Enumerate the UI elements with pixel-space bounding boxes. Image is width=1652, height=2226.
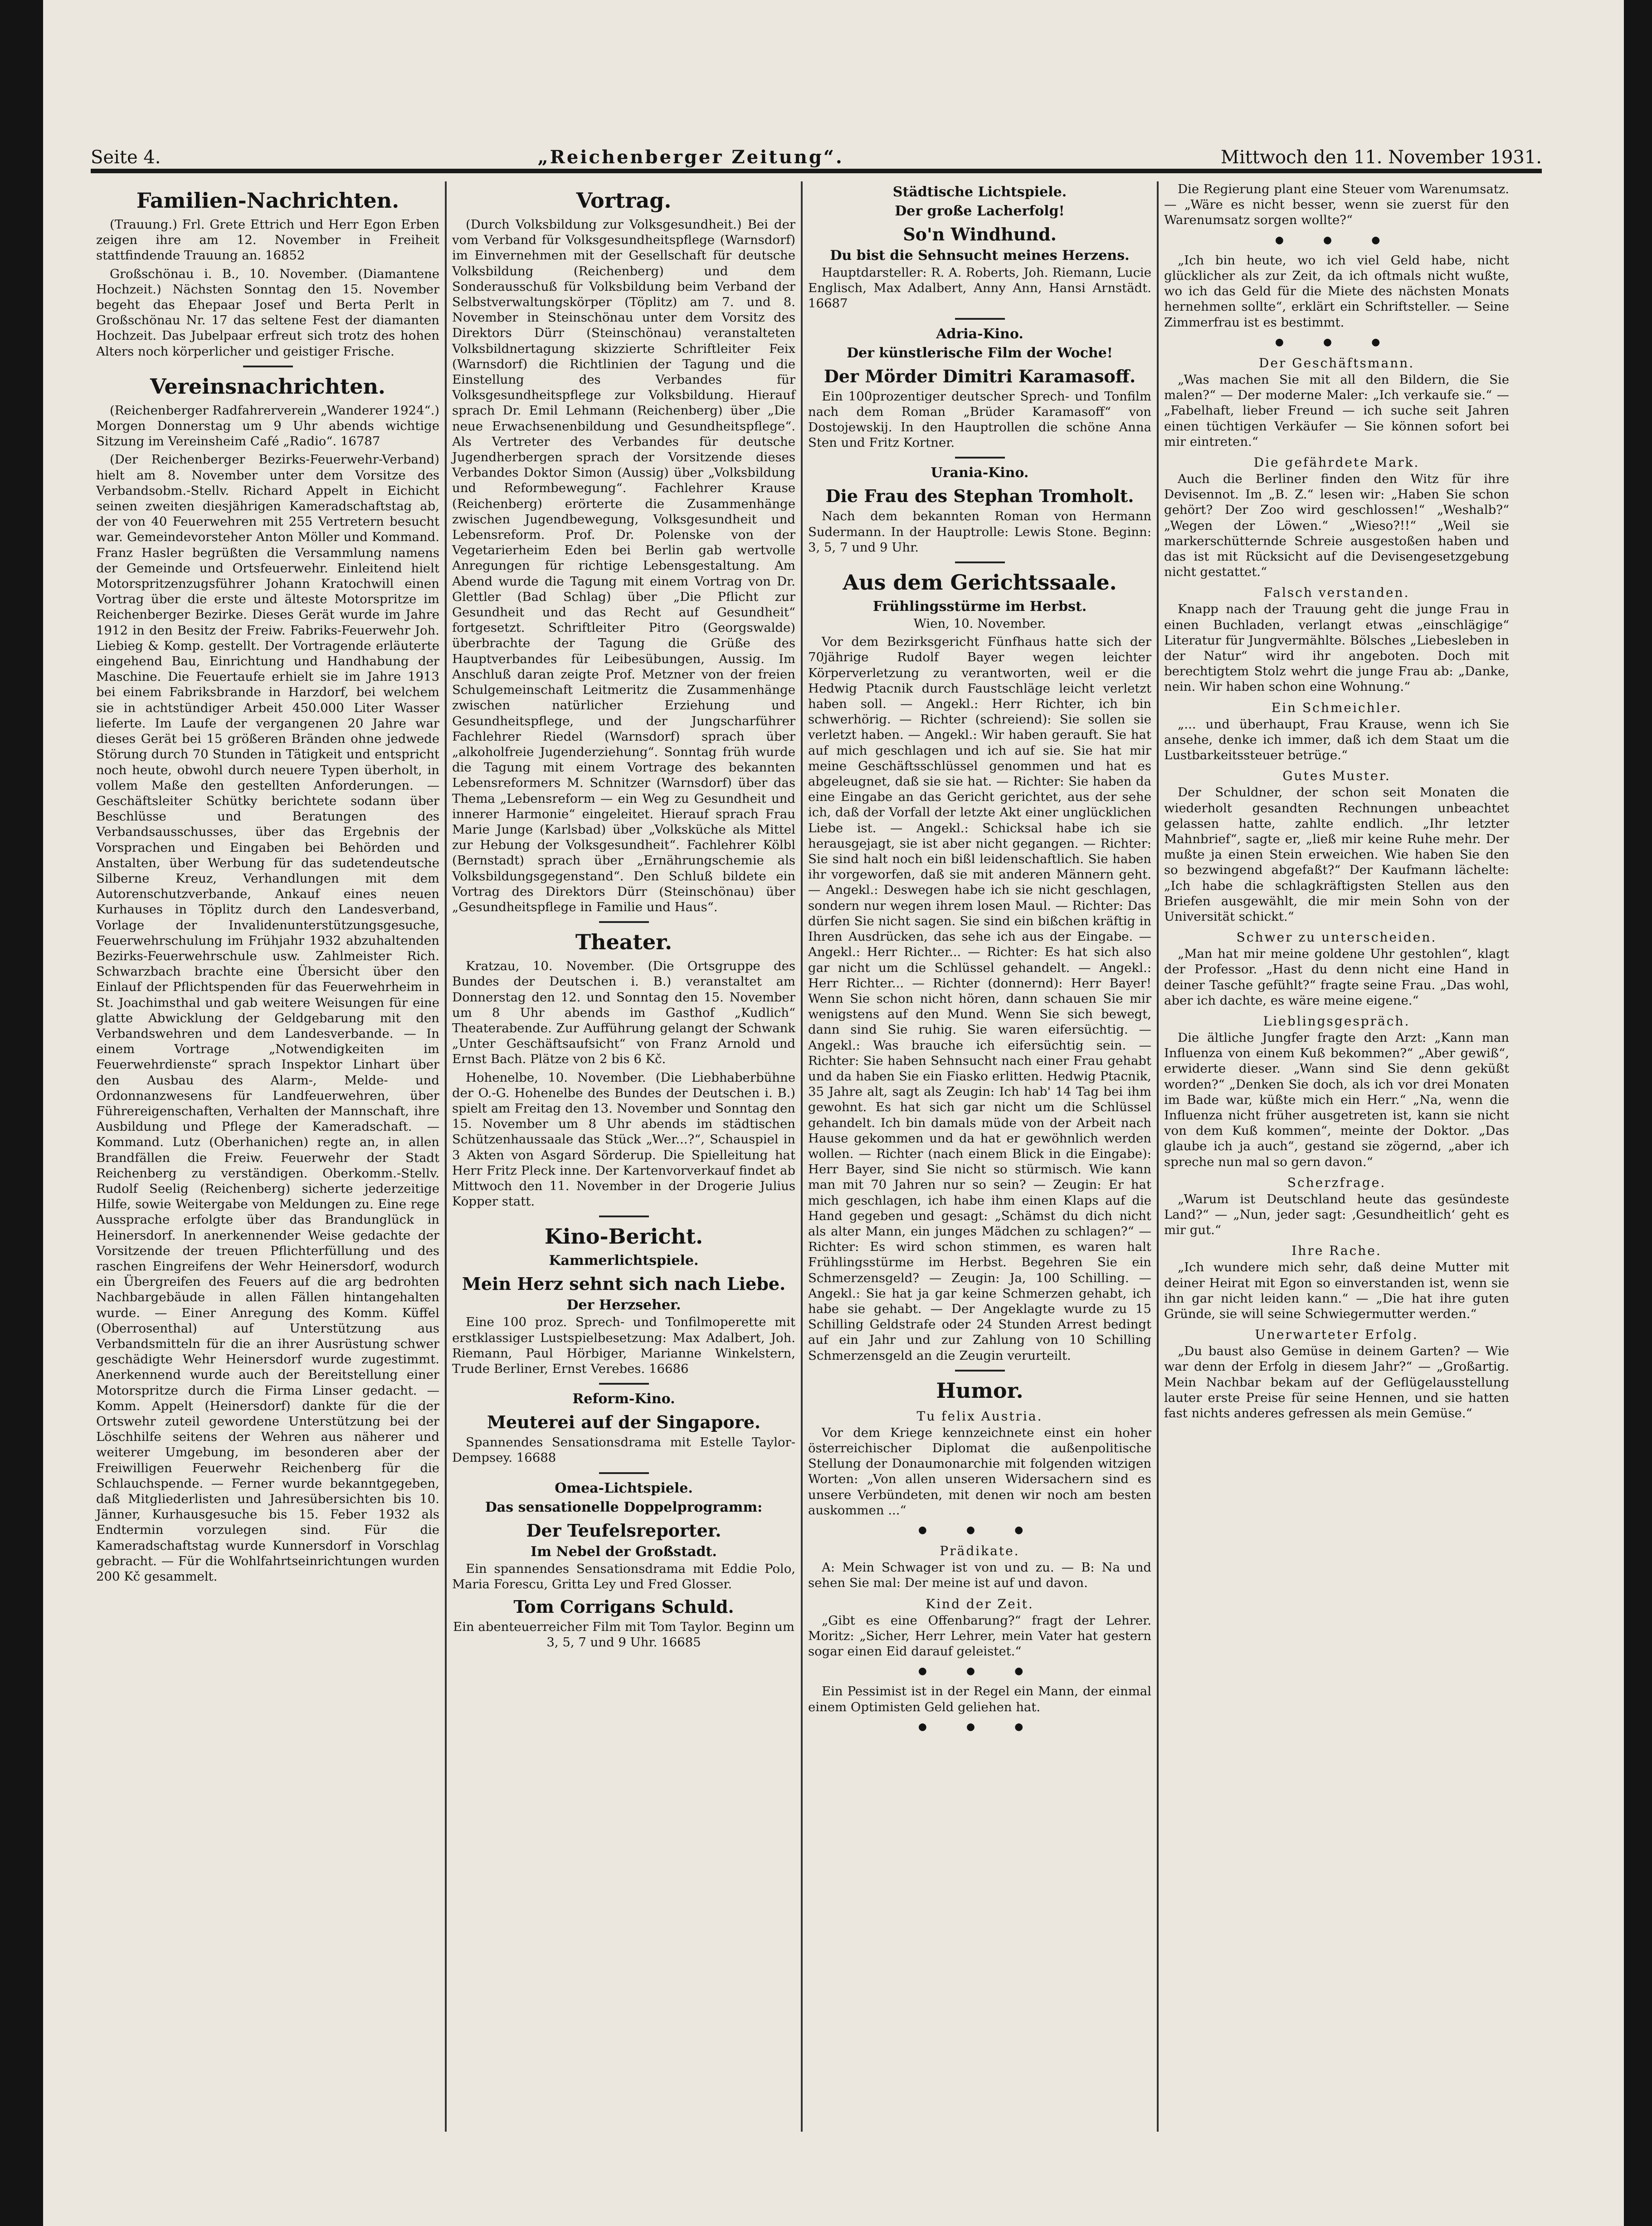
joke-text: A: Mein Schwager ist von und zu. — B: Na und sehen Sie mal: Der meine ist auf und davon. bbox=[808, 1560, 1151, 1591]
column-4 bbox=[1159, 181, 1515, 2132]
cinema-hall: Omea-Lichtspiele. bbox=[555, 1480, 693, 1496]
joke-title: Kind der Zeit. bbox=[926, 1596, 1034, 1611]
theater-hohenelbe: Hohenelbe, 10. November. (Die Liebhaberbühne der O.-G. Hohenelbe des Bundes der Deutschen i. B.) spielt am Freitag den 13. November und Sonntag den 15. November um 8 Uhr abends im städtischen Schützenhaussaale das Stück „Wer...?“, Schauspiel in 3 Akten von Asgard Sörderup. Die Spielleitung hat Herr Fritz Pleck inne. Der Kartenvorverkauf findet ab Mittwoch den 11. November in der Drogerie Julius Kopper statt. bbox=[452, 1070, 795, 1209]
club-news-heading: Vereinsnachrichten. bbox=[150, 374, 385, 399]
court-article: Vor dem Bezirksgericht Fünfhaus hatte sich der 70jährige Rudolf Bayer wegen leichter Körperverletzung zu verantworten, weil er die Hedwig Ptacnik durch Faustschläge leicht verletzt haben soll. — Angekl.: Herr Richter, ich bin schwerhörig. — Richter (schreiend): Sie sollen sie verletzt haben. — Angekl.: Wir haben gerauft. Sie hat auf mich geschlagen und ich auf sie. Sie hat mir meine Geschäftsschlüssel genommen und hat es abgeleugnet, daß sie sie hat. — Richter: Sie haben da eine Eingabe an das Gericht gerichtet, aus der sehe ich, daß der Vorfall der letzte Akt einer unglücklichen Liebe ist. — Angekl.: Schicksal habe ich sie herausgejagt, sie ist aber nicht gegangen. — Richter: Sie sind halt noch ein bißl leidenschaftlich. Sie haben ihr vorgeworfen, daß sie mit anderen Männern geht. — Angekl.: Deswegen habe ich sie nicht geschlagen, sondern nur wegen ihrem losen Maul. — Richter: Das dürfen Sie nicht sagen. Sie sind ein bißchen kräftig in Ihren Ausdrücken, das sehe ich aus der Eingabe. — Angekl.: Herr Richter... — Richter: Es hat sich also gar nicht um die Schlüssel gehandelt. — Angekl.: Herr Richter... — Richter (donnernd): Herr Bayer! Wenn Sie schon nicht hören, dann schauen Sie mir wenigstens auf den Mund. Wenn Sie sich bewegt, dann sind Sie ruhig. Sie waren eifersüchtig. — Angekl.: Was brauche ich eifersüchtig sein. — Richter: Sie haben Sehnsucht nach einer Frau gehabt und da haben Sie ein Fiasko erlitten. Hedwig Ptacnik, 35 Jahre alt, sagt als Zeugin: Ich hab' 14 Tag bei ihm gewohnt. Es hat sich gar nicht um die Schlüssel gehandelt. Ich bin damals müde von der Arbeit nach Hause gekommen und da hat er gewöhnlich werden wollen. — Richter (nach einem Blick in die Eingabe): Herr Bayer, sind Sie nicht so stürmisch. Wie kann man mit 70 Jahren nur so sein? — Zeugin: Er hat mich geschlagen, ich habe ihm einen Klaps auf die Hand gegeben und gesagt: „Schämst du dich nicht als alter Mann, ein junges Mädchen zu schlagen?“ — Richter: Es wird schon stimmen, es waren halt Frühlingsstürme im Herbst. Begehren Sie ein Schmerzensgeld? — Zeugin: Ja, 100 Schilling. — Angekl.: Sie hat ja gar keine Schmerzen gehabt, ich habe sie gehabt. — Der Angeklagte wurde zu 15 Schilling Geldstrafe oder 24 Stunden Arrest bedingt auf ein Jahr und zur Zahlung von 10 Schilling Schmerzensgeld an die Zeugin verurteilt. bbox=[808, 635, 1151, 1363]
film-program-note: Der künstlerische Film der Woche! bbox=[847, 345, 1113, 361]
separator bbox=[955, 1370, 1005, 1372]
issue-date: Mittwoch den 11. November 1931. bbox=[1220, 147, 1542, 168]
joke-title: Die gefährdete Mark. bbox=[1253, 455, 1420, 470]
dot-divider: ● ● ● bbox=[918, 1524, 1042, 1536]
cinema-hall: Kammerlichtspiele. bbox=[549, 1253, 699, 1269]
club-news-firebrigade: (Der Reichenberger Bezirks-Feuerwehr-Verband) hielt am 8. November unter dem Vorsitze des Verbandsobm.-Stellv. Richard Appelt in Eichicht seinen zweiten diesjährigen Kameradschaftstag ab, der von 40 Feuerwehren mit 255 Vertretern besucht war. Gemeindevorsteher Anton Möller und Kommand. Franz Hasler begrüßten die Versammlung namens der Gemeinde und Ortsfeuerwehr. Einleitend hielt Motorspritzenzugsführer Johann Kratochwill einen Vortrag über die erste und älteste Motorspritze im Reichenberger Bezirke. Dieses Gerät wurde im Jahre 1912 in den Besitz der Freiw. Fabriks-Feuerwehr Joh. Liebieg & Komp. gestellt. Der Vortragende erläuterte eingehend Bau, Einrichtung und Handhabung der Maschine. Die Feuertaufe erhielt sie im Jahre 1913 bei einem Fabriksbrande in Harzdorf, bei welchem sie in achtstündiger Arbeit 450.000 Liter Wasser lieferte. Im Laufe der vergangenen 20 Jahre war dieses Gerät bei 15 größeren Bränden ohne jedwede Störung durch 70 Stunden in Tätigkeit und entspricht noch heute, obwohl durch neuere Typen überholt, in vollem Maße den gestellten Anforderungen. — Geschäftsleiter Schütky berichtete sodann über Beschlüsse und Beratungen des Verbandsausschusses, über das Ergebnis der Vorsprachen und Eingaben bei Behörden und Anstalten, über Werbung für das sudetendeutsche Silberne Kreuz, Verhandlungen mit dem Autorenschutzverbande, Ankauf eines neuen Kurhauses in Töplitz durch den Landesverband, Vorlage der Invalidenunterstützungsgesuche, Feuerwehrschulung im Frühjahr 1932 abzuhaltenden Bezirks-Feuerwehrschule usw. Zahlmeister Rich. Schwarzbach brachte eine Übersicht über den Einlauf der Pflichtspenden für das Feuerwehrheim in St. Joachimsthal und gab weitere Weisungen für eine glatte Abwicklung der Geldgebarung mit den Verbandswehren und dem Landesverbande. — In einem Vortrage „Notwendigkeiten im Feuerwehrdienste“ sprach Inspektor Linhart über den Ausbau des Alarm-, Melde- und Ordonnanzwesens für Landfeuerwehren, über Führereigenschaften, Verhalten der Mannschaft, ihre Ausbildung und Pflege der Kameradschaft. — Kommand. Lutz (Oberhanichen) regte an, in allen Brandfällen die Freiw. Feuerwehr der Stadt Reichenberg zu verständigen. Oberkomm.-Stellv. Rudolf Seelig (Reichenberg) sicherte jederzeitige Hilfe, sowie Weitergabe von Meldungen zu. Eine rege Aussprache erfolgte über das Brandunglück in Heinersdorf. In anerkennender Weise gedachte der Vorsitzende der treuen Pflichterfüllung und des raschen Eingreifens der Wehr Heinersdorf, wodurch ein Übergreifen des Feuers auf die arg bedrohten Nachbargebäude in allen Fällen hintangehalten wurde. — Einer Anregung des Komm. Küffel (Oberrosenthal) auf Unterstützung aus Verbandsmitteln für die an ihrer Ausrüstung schwer geschädigte Wehr Heinersdorf wurde zugestimmt. Anerkennend wurde auch der Bereitstellung einer Motorspritze durch die Firma Linser gedacht. — Komm. Appelt (Heinersdorf) dankte für die der Ortswehr zuteil gewordene Unterstützung bei der Löschhilfe seitens der Wehren aus näherer und weiterer Umgebung, im besonderen aber der Freiwilligen Feuerwehr Reichenberg für die Schlauchspende. — Ferner wurde bekanntgegeben, daß Mitgliederlisten und Jahresübersichten bis 10. Jänner, Kurhausgesuche bis 15. Feber 1932 als Endtermin vorzulegen sind. Für die Kameradschaftstag wurde Kunnersdorf in Vorschlag gebracht. — Für die Wohlfahrtseinrichtungen wurden 200 Kč gesammelt. bbox=[96, 452, 439, 1584]
film-subtitle: Der Herzseher. bbox=[566, 1297, 681, 1313]
joke-text: Die Regierung plant eine Steuer vom Warenumsatz. — „Wäre es nicht besser, wenn sie zuerst für den Warenumsatz sorgen wollte?“ bbox=[1164, 182, 1509, 228]
separator bbox=[599, 1216, 649, 1217]
film-subtitle: Im Nebel der Großstadt. bbox=[531, 1543, 717, 1560]
film-description: Hauptdarsteller: R. A. Roberts, Joh. Riemann, Lucie Englisch, Max Adalbert, Anny Ann, Hansi Arnstädt. 16687 bbox=[808, 265, 1151, 311]
joke-title: Falsch verstanden. bbox=[1263, 585, 1410, 600]
joke-text: „Gibt es eine Offenbarung?“ fragt der Lehrer. Moritz: „Sicher, Herr Lehrer, mein Vater hat gestern sogar einen Eid darauf geleistet.“ bbox=[808, 1613, 1151, 1659]
cinema-hall: Reform-Kino. bbox=[572, 1391, 675, 1407]
joke-text: „... und überhaupt, Frau Krause, wenn ich Sie ansehe, denke ich immer, daß ich dem Staat um die Lustbarkeitssteuer betrüge.“ bbox=[1164, 717, 1509, 763]
column-2 bbox=[447, 181, 803, 2132]
film-program-note: Der große Lacherfolg! bbox=[895, 203, 1065, 219]
joke-text: Vor dem Kriege kennzeichnete einst ein hoher österreichischer Diplomat die außenpolitische Stellung der Donaumonarchie mit folgenden witzigen Worten: „Von allen unseren Widersachern sind es unsere Verbündeten, mit denen wir noch am besten auskommen ...“ bbox=[808, 1425, 1151, 1518]
joke-text: „Ich bin heute, wo ich viel Geld habe, nicht glücklicher als zur Zeit, da ich oftmals nicht wußte, wo ich das Geld für die Miete des nächsten Monats hernehmen sollte“, erklärt ein Schriftsteller. — Seine Zimmerfrau ist es bestimmt. bbox=[1164, 253, 1509, 330]
film-description: Ein abenteuerreicher Film mit Tom Taylor. Beginn um 3, 5, 7 und 9 Uhr. 16685 bbox=[453, 1620, 794, 1650]
film-title: Die Frau des Stephan Tromholt. bbox=[825, 486, 1134, 507]
joke-title: Tu felix Austria. bbox=[916, 1408, 1043, 1424]
separator bbox=[599, 921, 649, 923]
joke-title: Lieblingsgespräch. bbox=[1263, 1013, 1410, 1029]
joke-title: Ihre Rache. bbox=[1291, 1243, 1382, 1259]
club-news-cycling: (Reichenberger Radfahrerverein „Wanderer 1924“.) Morgen Donnerstag um 9 Uhr abends wichtige Sitzung im Vereinsheim Café „Radio“. 16787 bbox=[96, 403, 440, 449]
joke-text: Auch die Berliner finden den Witz für ihre Devisennot. Im „B. Z.“ lesen wir: „Haben Sie schon gehört? Der Zoo wird geschlossen!“ „Weshalb?“ „Wegen der Löwen.“ „Wieso?!!“ „Weil sie markerschütternde Schreie ausgestoßen haben und das ist mit Rücksicht auf die Devisengesetzgebung nicht gestattet.“ bbox=[1164, 472, 1509, 580]
theater-heading: Theater. bbox=[575, 930, 672, 955]
joke-title: Prädikate. bbox=[940, 1543, 1020, 1559]
columns bbox=[91, 181, 1551, 2132]
separator bbox=[599, 1383, 649, 1385]
joke-text: Der Schuldner, der schon seit Monaten die wiederholt gesandten Rechnungen unbeachtet gelassen hatte, zahlte endlich. „Ihr letzter Mahnbrief“, sagte er, „ließ mir keine Ruhe mehr. Der mußte ja einen Stein erweichen. Wie haben Sie den so bezwingend abgefaßt?“ Der Kaufmann lächelte: „Ich habe die schlagkräftigsten Stellen aus den Briefen ausgewählt, die mir mein Sohn von der Universität schickt.“ bbox=[1164, 785, 1509, 924]
joke-title: Der Geschäftsmann. bbox=[1258, 356, 1415, 371]
separator bbox=[243, 366, 293, 367]
joke-title: Unerwarteter Erfolg. bbox=[1255, 1327, 1418, 1342]
film-title: Mein Herz sehnt sich nach Liebe. bbox=[462, 1274, 786, 1294]
lecture-article: (Durch Volksbildung zur Volksgesundheit.) Bei der vom Verband für Volksgesundheitspflege (Warnsdorf) im Einvernehmen mit der Gesellschaft für deutsche Volksbildung (Reichenberg) und dem Sonderausschuß für Volksbildung beim Verband der Selbstverwaltungskörper (Töplitz) am 7. und 8. November in Steinschönau unter dem Vorsitz des Direktors Dürr (Steinschönau) veranstalteten Volksbildnertagung skizzierte Schriftleiter Feix (Warnsdorf) die Richtlinien der Tagung und die Einstellung des Verbandes für Volksgesundheitspflege zur Volksbildung. Hierauf sprach Dr. Emil Lehmann (Reichenberg) über „Die neue Erwachsenenbildung und Gesundheitspflege“. Als Vertreter des Verbandes für deutsche Jugendherbergen sprach der Vorsitzende dieses Verbandes Doktor Simon (Aussig) über „Volksbildung und Reformbewegung“. Fachlehrer Krause (Reichenberg) erörterte die Zusammenhänge zwischen Jugendbewegung, Volksgesundheit und Lebensreform. Prof. Dr. Polenske von der Vegetarierheim Eden bei Berlin gab wertvolle Anregungen für richtige Lebensgestaltung. Am Abend wurde die Tagung mit einem Vortrag von Dr. Glettler (Bad Schlag) über „Die Pflicht zur Gesundheit und das Recht auf Gesundheit“ fortgesetzt. Schriftleiter Pitro (Georgswalde) überbrachte der Tagung die Grüße des Hauptverbandes für Leibesübungen, Aussig. Im Anschluß daran zeigte Prof. Metzner von der freien Schulgemeinschaft Leitmeritz die Zusammenhänge zwischen natürlicher Erziehung und Gesundheitspflege, und der Jungscharführer Fachlehrer Riedel (Warnsdorf) sprach über „alkoholfreie Jugenderziehung“. Sonntag früh wurde die Tagung mit einem Vortrage des bekannten Lebensreformers M. Schnitzer (Warnsdorf) über das Thema „Lebensreform — ein Weg zu Gesundheit und innerer Harmonie“ eingeleitet. Hierauf sprach Frau Marie Junge (Karlsbad) über „Volksküche als Mittel zur Hebung der Volksgesundheit“. Fachlehrer Kölbl (Bernstadt) sprach über „Ernährungschemie als Volksbildungsgegenstand“. Den Schluß bildete ein Vortrag des Direktors Dürr (Steinschönau) über „Gesundheitspflege in Familie und Haus“. bbox=[452, 217, 795, 914]
joke-text: „Ich wundere mich sehr, daß deine Mutter mit deiner Heirat mit Egon so einverstanden ist, wenn sie ihn gar nicht leiden kann.“ — „Die hat ihre guten Gründe, sie will seine Schwiegermutter werden.“ bbox=[1164, 1260, 1509, 1321]
joke-text: „Du baust also Gemüse in deinem Garten? — Wie war denn der Erfolg in diesem Jahr?“ — „Großartig. Mein Nachbar bekam auf der Geflügelausstellung lauter erste Preise für seine Hennen, und sie hatten fast nichts anderes gefressen als mein Gemüse.“ bbox=[1164, 1344, 1509, 1421]
joke-text: „Man hat mir meine goldene Uhr gestohlen“, klagt der Professor. „Hast du denn nicht eine Hand in deiner Tasche gefühlt?“ fragte seine Frau. „Das wohl, aber ich dachte, es wäre meine eigene.“ bbox=[1164, 947, 1509, 1008]
humor-heading: Humor. bbox=[936, 1378, 1023, 1403]
film-description: Eine 100 proz. Sprech- und Tonfilmoperette mit erstklassiger Lustspielbesetzung: Max Adalbert, Joh. Riemann, Paul Hörbiger, Marianne Winkelstern, Trude Berliner, Ernst Verebes. 16686 bbox=[452, 1315, 795, 1376]
joke-title: Ein Schmeichler. bbox=[1271, 700, 1402, 715]
joke-text: Ein Pessimist ist in der Regel ein Mann, der einmal einem Optimisten Geld geliehen hat. bbox=[808, 1684, 1151, 1714]
theater-kratzau: Kratzau, 10. November. (Die Ortsgruppe des Bundes der Deutschen i. B.) veranstaltet am Donnerstag den 12. und Sonntag den 15. November um 8 Uhr abends im Gasthof „Kudlich“ Theaterabende. Zur Aufführung gelangt der Schwank „Unter Geschäftsaufsicht“ von Franz Arnold und Ernst Bach. Plätze von 2 bis 6 Kč. bbox=[452, 959, 795, 1067]
lecture-heading: Vortrag. bbox=[576, 188, 672, 213]
separator bbox=[599, 1472, 649, 1474]
separator bbox=[955, 561, 1005, 563]
family-news-heading: Familien-Nachrichten. bbox=[136, 188, 400, 213]
column-3 bbox=[803, 181, 1159, 2132]
scan-border-right bbox=[1624, 0, 1652, 2226]
dot-divider: ● ● ● bbox=[918, 1665, 1042, 1677]
dot-divider: ● ● ● bbox=[1275, 336, 1399, 348]
separator bbox=[955, 318, 1005, 320]
dot-divider: ● ● ● bbox=[1275, 234, 1399, 246]
joke-text: Knapp nach der Trauung geht die junge Frau in einen Buchladen, verlangt etwas „einschlägige“ Literatur für Jungvermählte. Bölsches „Liebesleben in der Natur“ wird ihr angeboten. Doch mit berechtigtem Stolz wehrt die junge Frau ab: „Danke, nein. Wir haben schon eine Wohnung.“ bbox=[1164, 602, 1509, 694]
newspaper-title: „Reichenberger Zeitung“. bbox=[537, 146, 844, 168]
separator bbox=[955, 457, 1005, 459]
column-1 bbox=[91, 181, 447, 2132]
court-dateline: Wien, 10. November. bbox=[913, 616, 1046, 631]
scan-border-left bbox=[0, 0, 43, 2226]
joke-text: „Warum ist Deutschland heute das gesündeste Land?“ — „Nun, jeder sagt: ‚Gesundheitlich‘ geht es mir gut.“ bbox=[1164, 1191, 1509, 1238]
film-description: Spannendes Sensationsdrama mit Estelle Taylor-Dempsey. 16688 bbox=[452, 1435, 795, 1465]
header-rule bbox=[91, 169, 1542, 173]
film-description: Nach dem bekannten Roman von Hermann Sudermann. In der Hauptrolle: Lewis Stone. Beginn: 3, 5, 7 und 9 Uhr. bbox=[808, 509, 1151, 555]
film-description: Ein 100prozentiger deutscher Sprech- und Tonfilm nach dem Roman „Brüder Karamasoff“ von Dostojewskij. In den Hauptrollen die schöne Anna Sten und Fritz Kortner. bbox=[808, 389, 1151, 450]
cinema-report-heading: Kino-Bericht. bbox=[544, 1224, 703, 1249]
film-title: Tom Corrigans Schuld. bbox=[513, 1596, 734, 1617]
joke-text: Die ältliche Jungfer fragte den Arzt: „Kann man Influenza von einem Kuß bekommen?“ „Aber gewiß“, erwiderte dieser. „Wann sind Sie denn geküßt worden?“ „Denken Sie doch, als ich vor drei Monaten im Bade war, küßte mich ein Herr.“ „Na, wenn die Influenza nicht früher ausgetreten ist, kann sie nicht von dem Kuß kommen“, meinte der Doktor. „Das glaube ich ja auch“, gestand sie zögernd, „aber ich spreche nun mal so gern davon.“ bbox=[1164, 1030, 1509, 1169]
film-subtitle: Du bist die Sehnsucht meines Herzens. bbox=[830, 248, 1130, 264]
family-news-anniversary: Großschönau i. B., 10. November. (Diamantene Hochzeit.) Nächsten Sonntag den 15. November begeht das Ehepaar Josef und Berta Perlt in Großschönau Nr. 17 das seltene Fest der diamanten Hochzeit. Das Jubelpaar erfreut sich trotz des hohen Alters noch körperlicher und geistiger Frische. bbox=[96, 266, 439, 359]
page-header bbox=[91, 136, 1542, 168]
joke-title: Schwer zu unterscheiden. bbox=[1236, 930, 1437, 945]
joke-text: „Was machen Sie mit all den Bildern, die Sie malen?“ — Der moderne Maler: „Ich verkaufe sie.“ — „Fabelhaft, lieber Freund — ich suche seit Jahren einen tüchtigen Verkäufer — Sie können sofort bei mir eintreten.“ bbox=[1164, 372, 1509, 449]
cinema-hall: Städtische Lichtspiele. bbox=[892, 184, 1067, 200]
court-subheading: Frühlingsstürme im Herbst. bbox=[872, 599, 1087, 615]
film-program-note: Das sensationelle Doppelprogramm: bbox=[485, 1499, 763, 1515]
cinema-hall: Adria-Kino. bbox=[936, 326, 1023, 342]
film-title: Meuterei auf der Singapore. bbox=[487, 1412, 761, 1433]
film-title: Der Mörder Dimitri Karamasoff. bbox=[824, 366, 1136, 386]
dot-divider: ● ● ● bbox=[918, 1721, 1042, 1733]
joke-title: Scherzfrage. bbox=[1287, 1175, 1386, 1190]
film-title: So'n Windhund. bbox=[903, 224, 1057, 244]
page-number: Seite 4. bbox=[91, 147, 161, 168]
film-title: Der Teufelsreporter. bbox=[526, 1520, 721, 1541]
film-description: Ein spannendes Sensationsdrama mit Eddie Polo, Maria Forescu, Gritta Ley und Fred Glosser. bbox=[452, 1561, 795, 1591]
cinema-hall: Urania-Kino. bbox=[931, 465, 1029, 481]
family-news-wedding: (Trauung.) Frl. Grete Ettrich und Herr Egon Erben zeigen ihre am 12. November in Freiheit stattfindende Trauung an. 16852 bbox=[96, 217, 439, 263]
joke-title: Gutes Muster. bbox=[1282, 768, 1391, 784]
court-heading: Aus dem Gerichtssaale. bbox=[843, 570, 1117, 595]
